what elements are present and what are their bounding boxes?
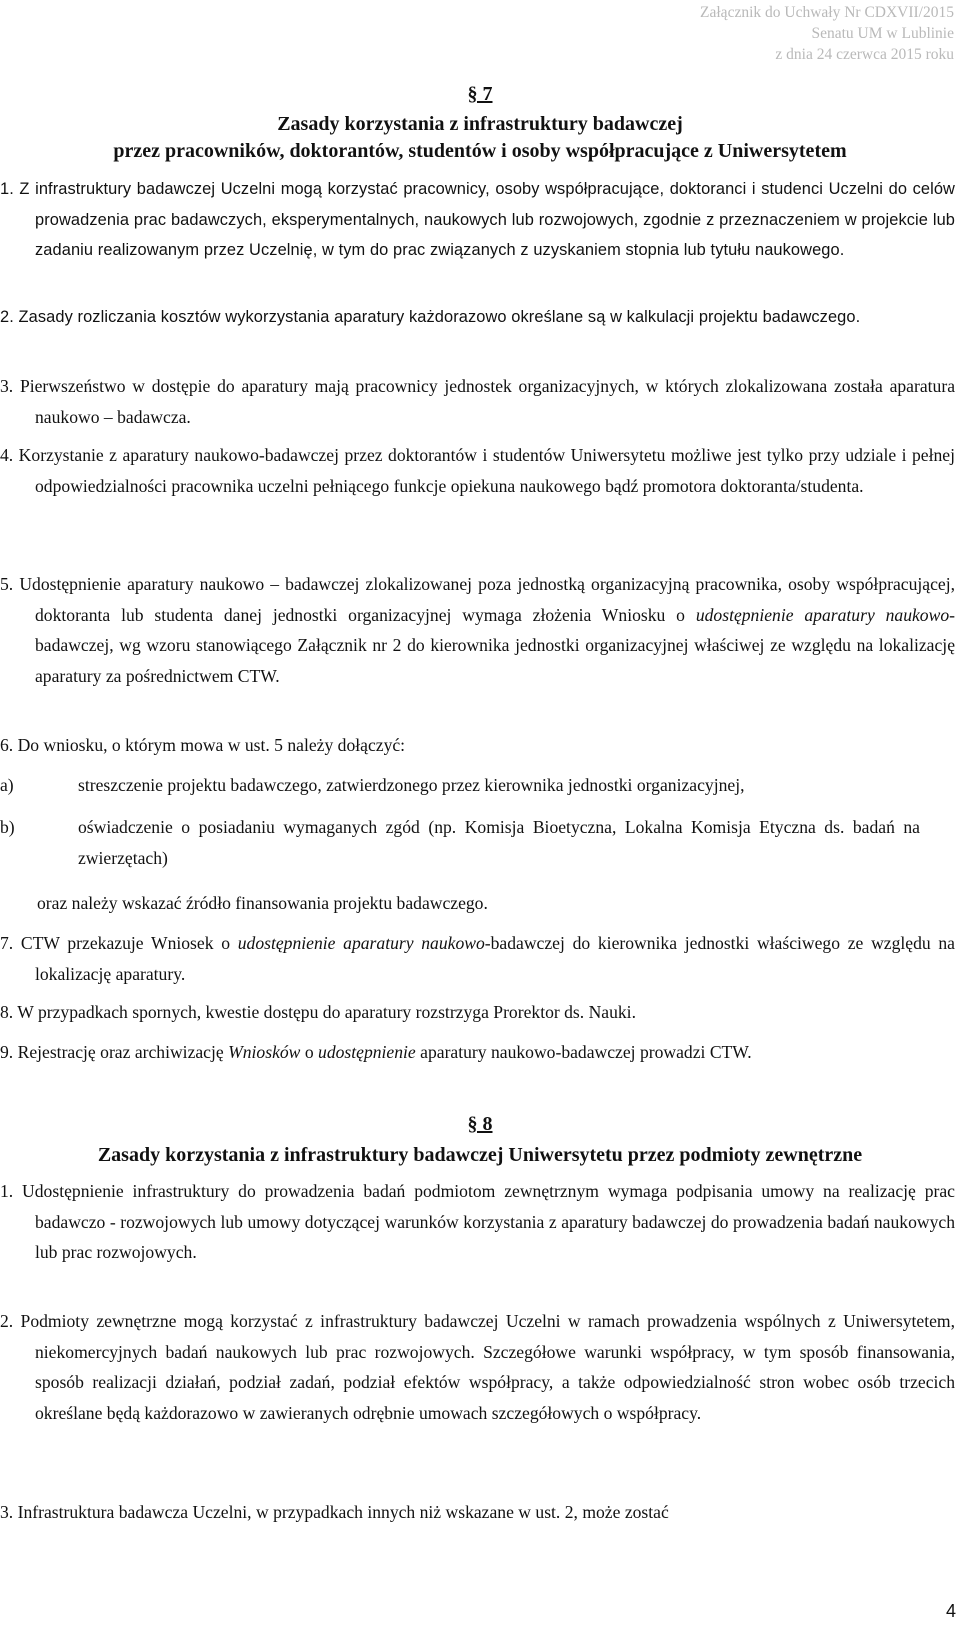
header-line-1: Załącznik do Uchwały Nr CDXVII/2015 [700,4,954,21]
resolution-header-note [594,2,954,65]
sec7-paragraph-3: 3. Pierwszeństwo w dostępie do aparatury mają pracownicy jednostek organizacyjnych, w których zlokalizowana została aparatura naukowo – badawcza. [0,376,955,427]
sec8-paragraph-1: 1. Udostępnienie infrastruktury do prowadzenia badań podmiotom zewnętrznym wymaga podpisania umowy na realizację prac badawczo - rozwojowych lub umowy dotyczącej warunków korzystania z aparatury badawczej do prowadzenia badań naukowych lub prac rozwojowych. [0,1181,955,1262]
sec7-p9-text-c: aparatury naukowo-badawczej prowadzi CTW. [415,1042,752,1062]
section-8-number: § 8 [467,1113,493,1135]
sec7-p7-text-b: -badawczej do kierownika jednostki właściwego ze względu na lokalizację aparatury. [35,933,955,984]
sec7-paragraph-1: 1. Z infrastruktury badawczej Uczelni mogą korzystać pracownicy, osoby współpracujące, doktoranci i studenci Uczelni do celów prowadzenia prac badawczych, eksperymentalnych, naukowych lub rozwojowych, zgodnie z przeznaczeniem w projekcie lub zadaniu realizowanym przez Uczelnię, w tym do prac związanych z uzyskaniem stopnia lub tytułu naukowego. [0,180,955,259]
list-marker-b: b) [0,817,15,837]
header-line-3: z dnia 24 czerwca 2015 roku [775,46,954,63]
sec7-p7-italic: udostępnienie aparatury naukowo [237,933,485,953]
sec7-p9-italic-1: Wniosków [228,1042,301,1062]
sec7-paragraph-6: 6. Do wniosku, o którym mowa w ust. 5 należy dołączyć: [0,735,406,755]
sec7-p5-italic: udostępnienie aparatury naukowo [695,604,950,625]
sec7-p5-text-b: -badawczej, wg wzoru stanowiącego Załącznik nr 2 do kierownika jednostki organizacyjnej właściwej ze względu na lokalizację aparatury za pośrednictwem CTW. [35,604,955,686]
sec8-paragraph-2: 2. Podmioty zewnętrzne mogą korzystać z infrastruktury badawczej Uczelni w ramach prowadzenia wspólnych z Uniwersytetem, niekomercyjnych badań naukowych lub prac rozwojowych. Szczegółowe warunki współpracy, w tym sposób finansowania, sposób realizacji działań, podział zadań, podział efektów współpracy, a także odpowiedzialność stron wobec osób trzecich określane będą każdorazowo w zawieranych odrębnie umowach szczegółowych o współpracy. [0,1311,955,1423]
section-8-title: Zasady korzystania z infrastruktury badawczej Uniwersytetu przez podmioty zewnętrzne [97,1144,863,1166]
list-item-a [0,770,920,801]
funding-source-note: oraz należy wskazać źródło finansowania projektu badawczego. [37,893,488,913]
header-line-2: Senatu UM w Lublinie [811,25,954,42]
sec7-paragraph-7 [0,928,955,989]
list-marker-a: a) [0,775,14,795]
section-8-symbol [0,1111,960,1138]
list-text-a: streszczenie projektu badawczego, zatwierdzonego przez kierownika jednostki organizacyjnej, [78,775,745,795]
sec7-paragraph-9 [0,1037,955,1068]
section-7-title-line-2: przez pracowników, doktorantów, studentów i osoby współpracujące z Uniwersytetem [113,140,847,162]
sec8-paragraph-3: 3. Infrastruktura badawcza Uczelni, w przypadkach innych niż wskazane w ust. 2, może zostać [0,1502,669,1522]
sec7-p7-text-a: 7. CTW przekazuje Wniosek o [0,933,238,953]
sec7-paragraph-5 [0,569,955,691]
sec7-paragraph-8: 8. W przypadkach spornych, kwestie dostępu do aparatury rozstrzyga Prorektor ds. Nauki. [0,1002,636,1022]
sec7-p9-text-a: 9. Rejestrację oraz archiwizację [0,1042,229,1062]
section-7-number: § 7 [467,83,493,105]
section-7-symbol [0,81,960,108]
sec7-paragraph-4: 4. Korzystanie z aparatury naukowo-badawczej przez doktorantów i studentów Uniwersytetu możliwe jest tylko przy udziale i pełnej odpowiedzialności pracownika uczelni pełniącego funkcje opiekuna naukowego bądź promotora doktoranta/studenta. [0,445,955,496]
sec7-p9-italic-2: udostępnienie [318,1042,416,1062]
section-7-title-line-1: Zasady korzystania z infrastruktury badawczej [277,113,683,135]
list-text-b: oświadczenie o posiadaniu wymaganych zgód (np. Komisja Bioetyczna, Lokalna Komisja Etyczna ds. badań na zwierzętach) [78,817,920,868]
list-item-b [0,812,920,873]
sec7-p5-text-a: 5. Udostępnienie aparatury naukowo – badawczej zlokalizowanej poza jednostką organizacyjną pracownika, osoby współpracującej, doktoranta lub studenta danej jednostki organizacyjnej wymaga złożenia Wniosku o [0,574,955,625]
sec7-p9-text-b: o [300,1042,319,1062]
page-number: 4 [945,1601,956,1621]
sec7-paragraph-2: 2. Zasady rozliczania kosztów wykorzystania aparatury każdorazowo określane są w kalkulacji projektu badawczego. [0,308,861,326]
